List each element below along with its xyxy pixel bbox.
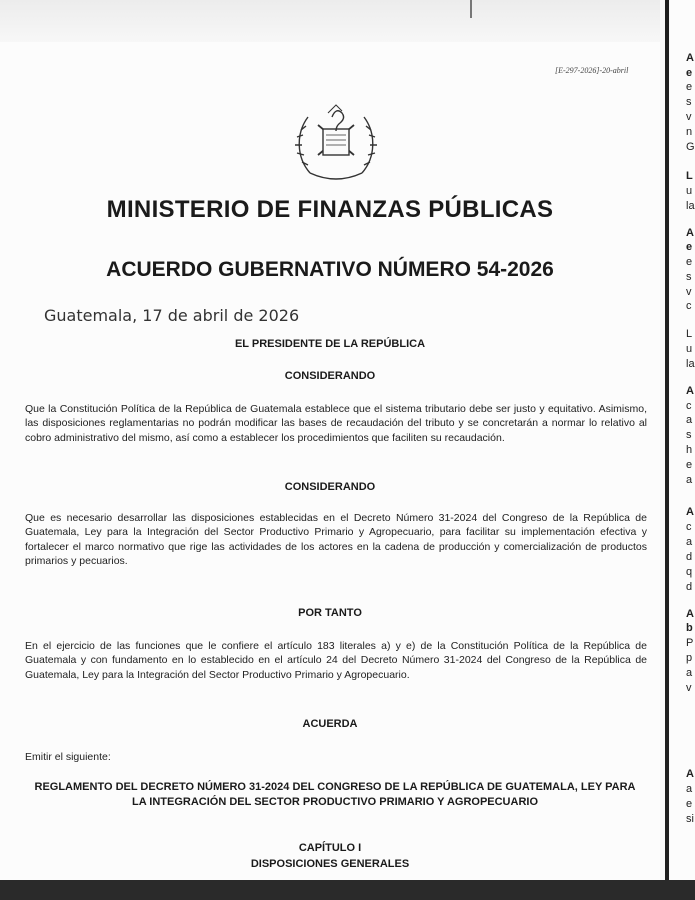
agreement-title: ACUERDO GUBERNATIVO NÚMERO 54-2026 [106,258,554,281]
regulation-title: REGLAMENTO DEL DECRETO NÚMERO 31-2024 DEL CONGRESO DE LA REPÚBLICA DE GUATEMALA, LEY PARA LA INTEGRACIÓN DEL SECTOR PRODUCTIVO PRIMARIO Y AGROPECUARIO [34,781,636,808]
column-divider [665,0,669,880]
considerando-1-text: Que la Constitución Política de la República de Guatemala establece que el sistema tributario debe ser justo y equitativo. Asimismo, las disposiciones reglamentarias no podrán modificar las bases de recaudación del tributo y se concretarán a normar lo relativo al cobro administrativo del mismo, así como a establecer los procedimientos que faciliten su recaudación. [25,403,647,444]
fragment-text: L [686,170,693,182]
fragment-text: A [686,52,694,64]
adjacent-page-column [682,0,695,880]
fragment-text: si [686,813,694,825]
ministry-title: MINISTERIO DE FINANZAS PÚBLICAS [106,196,554,223]
fragment-text: A [686,227,694,239]
fragment-text: c [686,521,692,533]
fragment-text: a [686,414,693,426]
fragment-text: A [686,385,694,397]
fragment-text: s [686,271,692,283]
fragment-text: la [686,200,695,212]
fragment-text: a [686,667,693,679]
reference-code: [E-297-2026]-20-abril [555,66,629,75]
por-tanto-heading: POR TANTO [298,607,362,619]
fragment-text: u [686,343,693,355]
president-heading: EL PRESIDENTE DE LA REPÚBLICA [234,338,426,350]
fragment-text: e [686,256,693,268]
fragment-text: e [686,67,693,79]
acuerda-text: Emitir el siguiente: [25,751,111,763]
fragment-text: c [686,400,692,412]
fragment-text: h [686,444,693,456]
chapter-title: DISPOSICIONES GENERALES [250,858,410,870]
top-faded-strip [0,0,660,42]
fragment-text: e [686,81,693,93]
fragment-text: A [686,506,694,518]
scan-mark [470,0,472,18]
fragment-text: L [686,328,693,340]
fragment-text: P [686,637,694,649]
fragment-text: G [686,141,695,153]
considerando-2-text: Que es necesario desarrollar las disposiciones establecidas en el Decreto Número 31-2024 del Congreso de la República de Guatemala, Ley para la Integración del Sector Productivo Primario y Agropecuario, para facilitar su implementación efectiva y fortalecer el marco normativo que rige las actividades de los actores en la cadena de producción y comercialización de productos primarios y pecuarios. [25,512,647,567]
considerando-1-heading: CONSIDERANDO [284,370,376,382]
fragment-text: b [686,622,693,634]
fragment-text: d [686,581,693,593]
agreement-date: Guatemala, 17 de abril de 2026 [44,306,300,325]
fragment-text: c [686,300,692,312]
fragment-text: la [686,358,695,370]
fragment-text: n [686,126,693,138]
fragment-text: v [686,286,692,298]
fragment-text: v [686,682,692,694]
fragment-text: u [686,185,693,197]
fragment-text: q [686,566,693,578]
fragment-text: s [686,96,692,108]
fragment-text: a [686,783,693,795]
acuerda-heading: ACUERDA [302,718,358,730]
coat-of-arms-icon [290,95,382,187]
fragment-text: p [686,652,693,664]
fragment-text: a [686,536,693,548]
fragment-text: e [686,459,693,471]
bottom-bar [0,880,695,900]
por-tanto-text: En el ejercicio de las funciones que le confiere el artículo 183 literales a) y e) de la Constitución Política de la República de Guatemala y con fundamento en lo establecido en el artículo 24 del Decreto Número 31-2024 del Congreso de la República de Guatemala, Ley para la Integración del Sector Productivo Primario y Agropecuario. [25,640,647,681]
fragment-text: d [686,551,693,563]
considerando-2-heading: CONSIDERANDO [284,481,376,493]
fragment-text: e [686,798,693,810]
fragment-text: A [686,608,694,620]
fragment-text: A [686,768,694,780]
fragment-text: v [686,111,692,123]
fragment-text: a [686,474,693,486]
fragment-text: e [686,241,693,253]
chapter-number: CAPÍTULO I [298,842,362,854]
fragment-text: s [686,429,692,441]
